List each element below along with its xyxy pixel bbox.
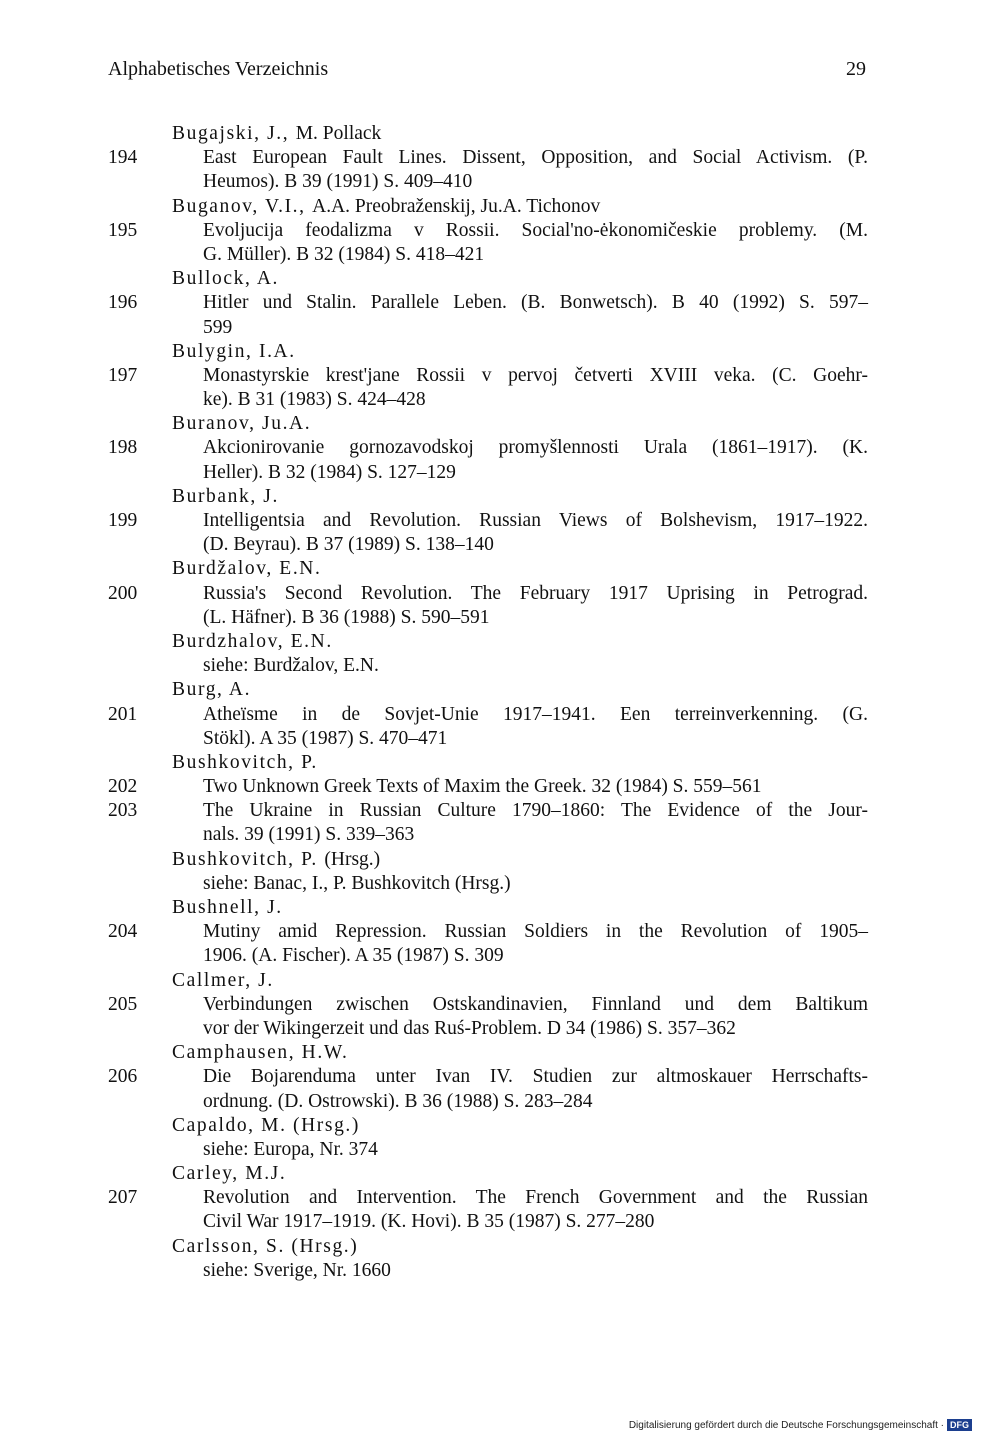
- entry-continuation-text: G. Müller). B 32 (1984) S. 418–421: [203, 243, 485, 265]
- author-name: Burbank, J.: [172, 485, 279, 507]
- entry-number: 201: [108, 703, 138, 725]
- entry-line: [108, 219, 868, 243]
- entry-number: 205: [108, 993, 138, 1015]
- entry-line: [108, 582, 868, 606]
- entry-number: 195: [108, 219, 138, 241]
- author-heading: [108, 267, 868, 291]
- entry-text: Atheïsme in de Sovjet-Unie 1917–1941. Een terreinverkenning. (G.: [203, 703, 868, 725]
- entry-line: [108, 1186, 868, 1210]
- author-coauthors: M. Pollack: [295, 123, 382, 144]
- footer-text: Digitalisierung gefördert durch die Deutsche Forschungsgemeinschaft ·: [628, 1419, 944, 1431]
- author-name: Capaldo, M. (Hrsg.): [172, 1114, 360, 1136]
- entry-number: 199: [108, 510, 138, 531]
- entry-number: 194: [108, 147, 138, 169]
- entry-line: [108, 436, 868, 460]
- author-name: Callmer, J.: [172, 969, 274, 991]
- entry-line: [108, 364, 868, 388]
- author-heading: [108, 896, 868, 920]
- entry-continuation-text: 1906. (A. Fischer). A 35 (1987) S. 309: [203, 945, 504, 967]
- entry-number: 200: [108, 582, 138, 604]
- entry-continuation: [108, 823, 868, 847]
- author-heading: [108, 1114, 868, 1138]
- author-heading: [108, 195, 868, 219]
- author-heading: [108, 969, 868, 993]
- author-heading: [108, 1162, 868, 1186]
- author-name: Bushnell, J.: [172, 897, 283, 918]
- author-coauthors: (Hrsg.): [324, 848, 381, 870]
- entry-continuation: [108, 872, 868, 896]
- entry-continuation: [108, 388, 868, 412]
- entry-continuation: [108, 170, 868, 194]
- entry-continuation-text: nals. 39 (1991) S. 339–363: [203, 824, 415, 846]
- author-name: Burdžalov, E.N.: [172, 558, 322, 580]
- entry-number: 198: [108, 437, 138, 459]
- author-name: Bushkovitch, P.: [172, 848, 318, 870]
- author-name: Bushkovitch, P.: [172, 751, 318, 773]
- entry-continuation-text: siehe: Sverige, Nr. 1660: [203, 1259, 391, 1281]
- author-heading: [108, 557, 868, 581]
- entry-line: [108, 509, 868, 533]
- author-name: Buranov, Ju.A.: [172, 413, 312, 435]
- entry-number: 196: [108, 292, 138, 314]
- entry-continuation-text: 599: [203, 316, 233, 338]
- page-number: 29: [846, 58, 866, 80]
- entry-line: [108, 799, 868, 823]
- entry-line: [108, 703, 868, 727]
- entry-continuation: [108, 727, 868, 751]
- entry-number: 207: [108, 1187, 138, 1209]
- entry-text: Intelligentsia and Revolution. Russian Views of Bolshevism, 1917–1922.: [203, 510, 868, 531]
- entry-text: East European Fault Lines. Dissent, Opposition, and Social Activism. (P.: [203, 147, 868, 169]
- entry-line: [108, 920, 868, 944]
- entry-continuation-text: siehe: Burdžalov, E.N.: [203, 655, 379, 677]
- entry-continuation: [108, 606, 868, 630]
- author-name: Carley, M.J.: [172, 1163, 287, 1185]
- entry-text: Monastyrskie krest'jane Rossii v pervoj četverti XVIII veka. (C. Goehr-: [203, 364, 868, 386]
- author-heading: [108, 751, 868, 775]
- author-name: Bullock, A.: [172, 268, 279, 290]
- entry-continuation: [108, 316, 868, 340]
- author-name: Carlsson, S. (Hrsg.): [172, 1235, 359, 1257]
- author-name: Burg, A.: [172, 679, 252, 701]
- entry-continuation-text: ke). B 31 (1983) S. 424–428: [203, 389, 426, 411]
- entry-text: Verbindungen zwischen Ostskandinavien, Finnland und dem Baltikum: [203, 993, 868, 1015]
- entry-text: Mutiny amid Repression. Russian Soldiers in the Revolution of 1905–: [203, 921, 868, 943]
- author-heading: [108, 122, 868, 146]
- entry-line: [108, 775, 868, 799]
- entry-continuation-text: Stökl). A 35 (1987) S. 470–471: [203, 727, 448, 749]
- entry-continuation-text: Civil War 1917–1919. (K. Hovi). B 35 (1987) S. 277–280: [203, 1211, 655, 1233]
- author-heading: [108, 848, 868, 872]
- entry-text: Two Unknown Greek Texts of Maxim the Greek. 32 (1984) S. 559–561: [203, 776, 762, 798]
- entry-continuation-text: siehe: Europa, Nr. 374: [203, 1138, 378, 1160]
- entry-continuation: [108, 533, 868, 557]
- author-name: Camphausen, H.W.: [172, 1042, 349, 1064]
- entry-continuation: [108, 654, 868, 678]
- entry-continuation: [108, 1210, 868, 1234]
- entry-line: [108, 291, 868, 315]
- author-heading: [108, 485, 868, 509]
- page-header: [108, 58, 866, 86]
- entry-line: [108, 1065, 868, 1089]
- author-name: Buganov, V.I.,: [172, 195, 306, 217]
- entry-text: Revolution and Intervention. The French Government and the Russian: [203, 1187, 868, 1209]
- entry-continuation: [108, 1090, 868, 1114]
- entry-continuation: [108, 944, 868, 968]
- entry-text: Evoljucija feodalizma v Rossii. Social'no-ėkonomičeskie problemy. (M.: [203, 219, 868, 241]
- entry-continuation: [108, 1017, 868, 1041]
- author-heading: [108, 340, 868, 364]
- entry-text: Akcionirovanie gornozavodskoj promyšlennosti Urala (1861–1917). (K.: [203, 437, 868, 459]
- entry-text: Russia's Second Revolution. The February 1917 Uprising in Petrograd.: [203, 582, 868, 604]
- entry-number: 203: [108, 800, 138, 822]
- digitization-footer: [629, 1419, 972, 1431]
- entry-continuation-text: Heumos). B 39 (1991) S. 409–410: [203, 171, 473, 193]
- author-coauthors: A.A. Preobraženskij, Ju.A. Tichonov: [312, 195, 601, 217]
- entry-number: 204: [108, 921, 138, 943]
- entry-number: 197: [108, 364, 138, 386]
- entry-continuation: [108, 1259, 868, 1283]
- running-title: Alphabetisches Verzeichnis: [108, 58, 329, 80]
- entry-continuation-text: (D. Beyrau). B 37 (1989) S. 138–140: [203, 534, 494, 556]
- entry-text: The Ukraine in Russian Culture 1790–1860: The Evidence of the Jour-: [203, 800, 868, 822]
- author-name: Bulygin, I.A.: [172, 340, 296, 362]
- author-heading: [108, 678, 868, 702]
- entry-continuation-text: ordnung. (D. Ostrowski). B 36 (1988) S. 283–284: [203, 1090, 593, 1112]
- dfg-logo: DFG: [947, 1419, 972, 1431]
- entry-number: 206: [108, 1066, 138, 1088]
- entry-text: Die Bojarenduma unter Ivan IV. Studien zur altmoskauer Herrschafts-: [203, 1066, 868, 1088]
- author-heading: [108, 1041, 868, 1065]
- entry-line: [108, 993, 868, 1017]
- entry-number: 202: [108, 776, 138, 798]
- entry-text: Hitler und Stalin. Parallele Leben. (B. Bonwetsch). B 40 (1992) S. 597–: [203, 292, 868, 314]
- entry-continuation-text: (L. Häfner). B 36 (1988) S. 590–591: [203, 606, 490, 628]
- author-name: Burdzhalov, E.N.: [172, 630, 333, 652]
- entry-continuation: [108, 461, 868, 485]
- entry-continuation-text: vor der Wikingerzeit und das Ruś-Problem. D 34 (1986) S. 357–362: [203, 1017, 736, 1039]
- author-heading: [108, 1235, 868, 1259]
- entry-continuation: [108, 1138, 868, 1162]
- author-name: Bugajski, J.,: [172, 123, 290, 144]
- entry-line: [108, 146, 868, 170]
- author-heading: [108, 630, 868, 654]
- entry-continuation-text: siehe: Banac, I., P. Bushkovitch (Hrsg.): [203, 872, 511, 894]
- entry-continuation-text: Heller). B 32 (1984) S. 127–129: [203, 461, 456, 483]
- entry-continuation: [108, 243, 868, 267]
- author-heading: [108, 412, 868, 436]
- index-entries: [108, 122, 868, 1283]
